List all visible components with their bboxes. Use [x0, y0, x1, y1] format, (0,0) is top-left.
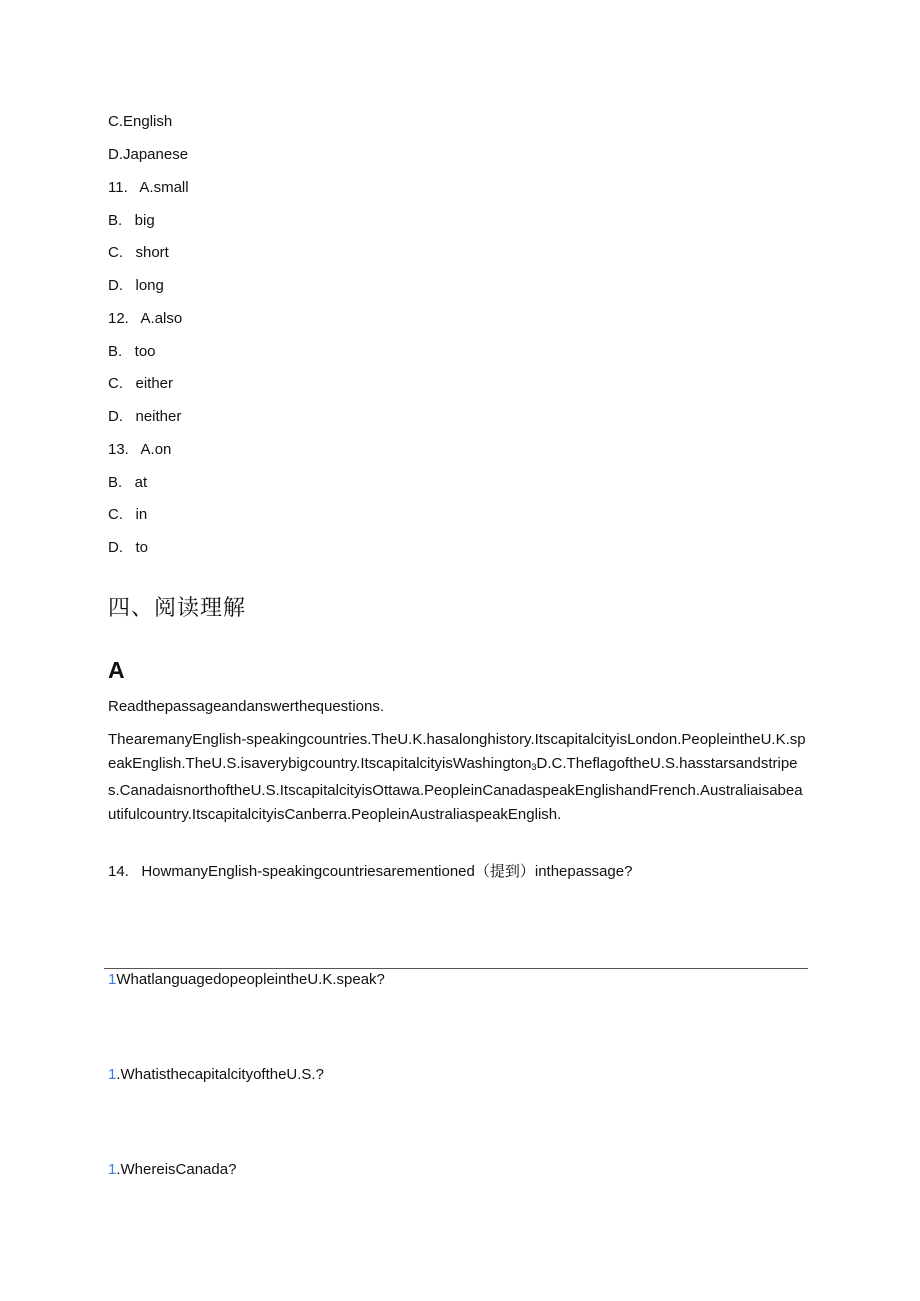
passage-text-part2: D.C.TheflagoftheU.S.hasstarsandstripes.CanadaisnorthoftheU.S.ItscapitalcityisOttawa.PeopleinCanadaspeakEnglishandFrench.Australiaisabeautifulcountry.ItscapitalcityisCanberra.PeopleinAustraliaspeakEnglish. [108, 754, 803, 823]
question-12-option-a: 12. A.also [108, 310, 183, 327]
answer-line [104, 968, 808, 969]
passage-label: A [108, 657, 125, 683]
option-line: B. too [108, 343, 156, 360]
reading-passage [108, 728, 808, 826]
option-line: D. to [108, 539, 149, 556]
question-text: .WhatisthecapitalcityoftheU.S.? [116, 1066, 324, 1083]
option-line: D. long [108, 277, 164, 294]
question-17 [108, 1161, 236, 1179]
passage-text-part1: ThearemanyEnglish-speakingcountries.TheU.K.hasalonghistory.ItscapitalcityisLondon.PeopleintheU.K.speakEnglish.TheU.S.isaverybigcountry.ItscapitalcityisWashington [108, 731, 806, 772]
question-text: .WhereisCanada? [116, 1161, 237, 1178]
question-number: 1 [108, 1161, 117, 1178]
question-16 [108, 1066, 324, 1084]
instruction-text: Readthepassageandanswerthequestions. [108, 698, 385, 715]
option-line: B. at [108, 474, 148, 491]
question-14: 14. HowmanyEnglish-speakingcountriesarementioned（提到）inthepassage? [108, 863, 633, 880]
option-line: B. big [108, 212, 155, 229]
option-line: C. either [108, 375, 174, 392]
passage-subscript: 3 [531, 761, 537, 772]
question-number: 1 [108, 1066, 117, 1083]
question-15 [108, 971, 385, 989]
option-line: D. neither [108, 408, 182, 425]
option-line: C. short [108, 244, 169, 261]
question-11-option-a: 11. A.small [108, 179, 189, 196]
question-text: WhatlanguagedopeopleintheU.K.speak? [116, 971, 385, 988]
option-line: C. in [108, 506, 148, 523]
option-line: C.English [108, 113, 173, 130]
question-13-option-a: 13. A.on [108, 441, 172, 458]
section-heading: 四、阅读理解 [108, 596, 247, 621]
question-number: 1 [108, 971, 117, 988]
option-line: D.Japanese [108, 146, 189, 163]
